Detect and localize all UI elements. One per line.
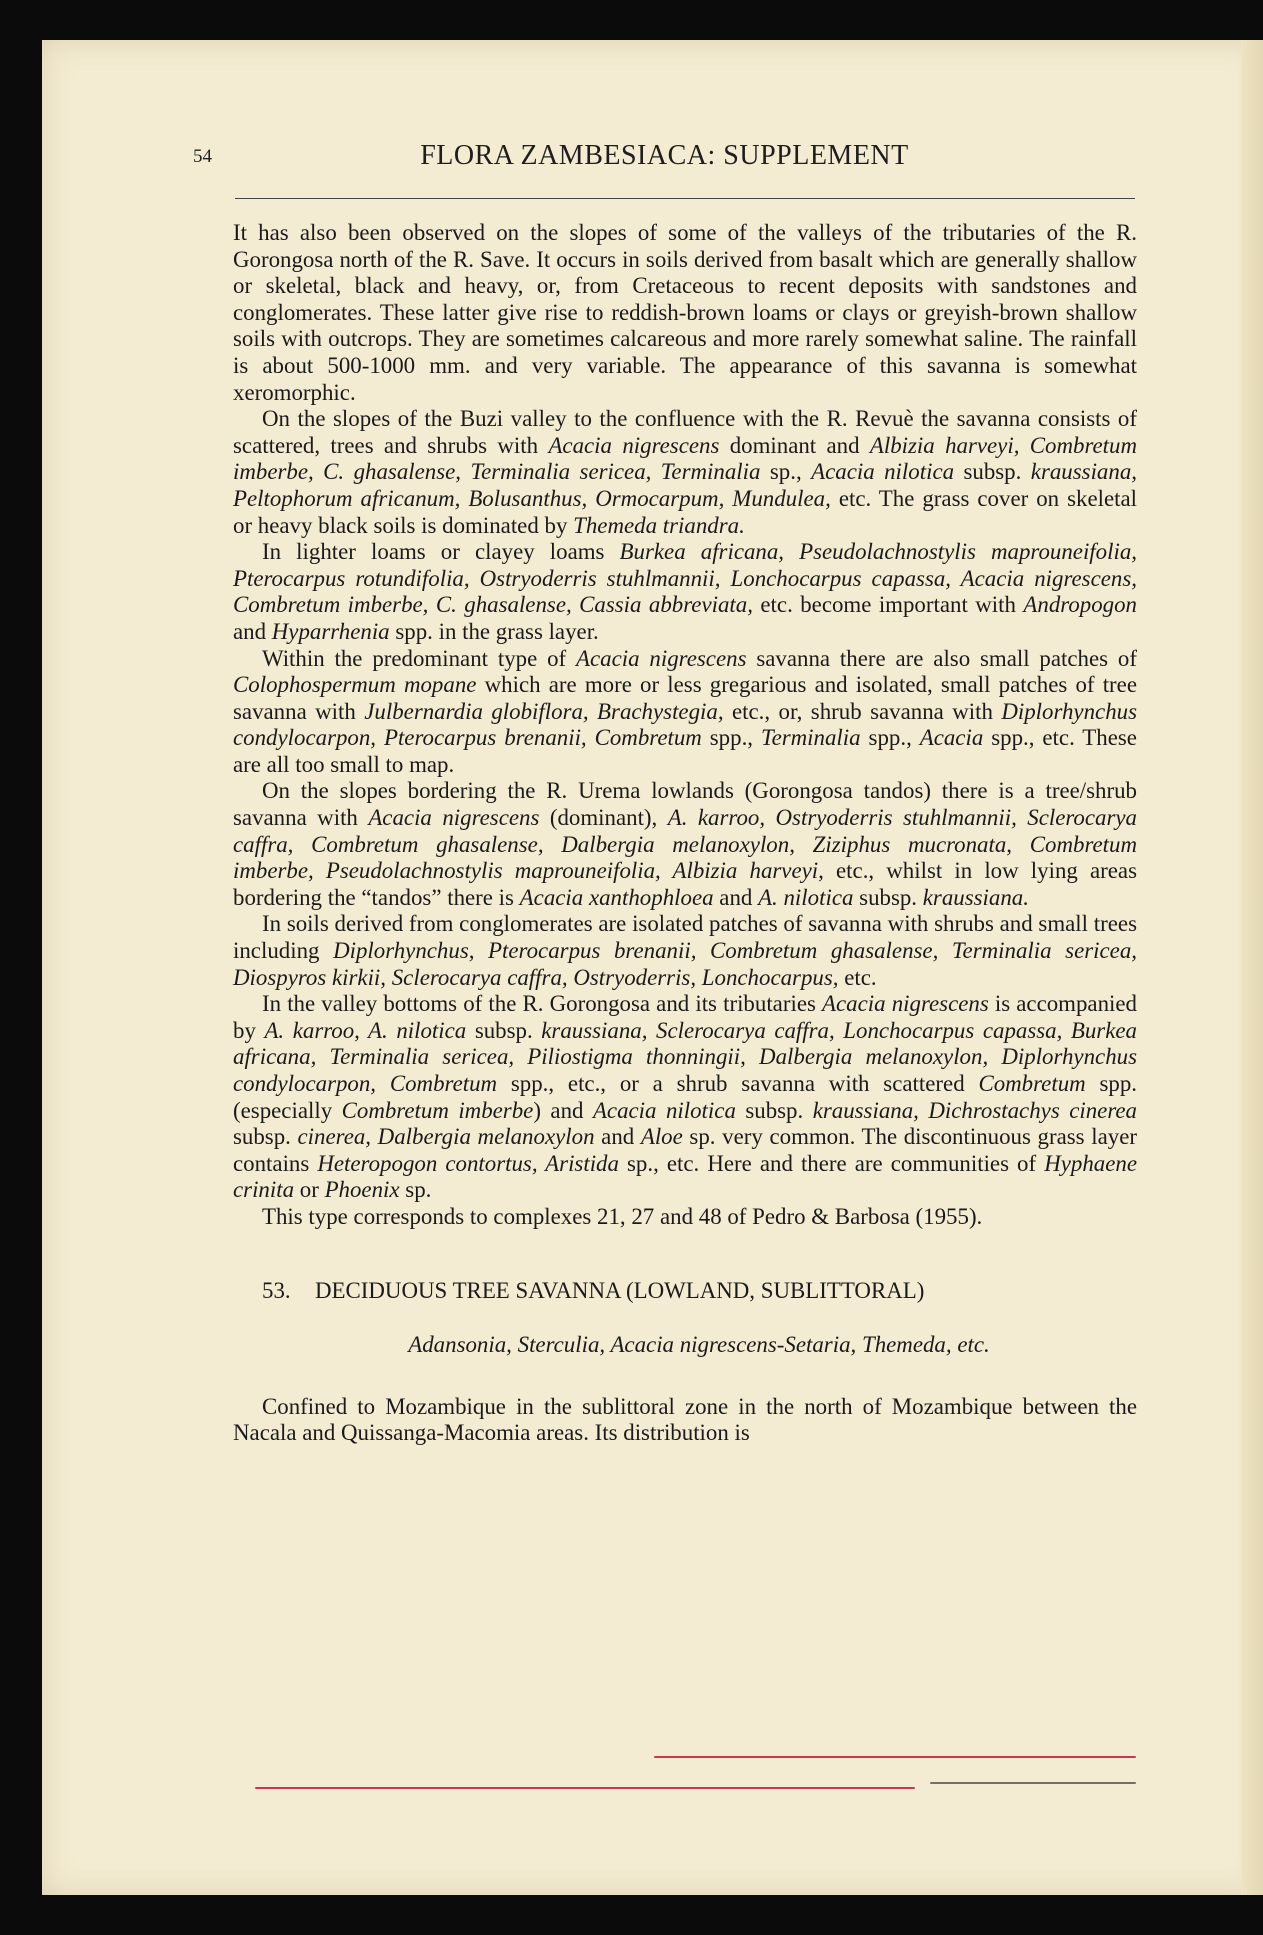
text-run: On the slopes bordering the R. Urema lowlands (Gorongosa tandos) there is a tree/shrub savanna with (233, 778, 1137, 831)
text-run: etc., or, shrub savanna with (723, 698, 1002, 724)
taxon-name: Hyphaene crinita (233, 1150, 1137, 1203)
paragraph (233, 539, 1137, 645)
text-run: dominant and (719, 432, 870, 458)
text-run: sp., etc. Here and there are communities of (618, 1150, 1045, 1176)
taxon-name: kraussiana. (922, 884, 1029, 910)
paragraph (233, 911, 1137, 991)
text-run: On the slopes of the Buzi valley to the confluence with the R. Revuè the savanna consists of scattered, trees and shrubs with (233, 406, 1137, 458)
strike-annotation (930, 1782, 1136, 1784)
final-paragraph: Confined to Mozambique in the sublittoral zone in the north of Mozambique between the Nacala and Quissanga-Macomia areas. Its distribution is (233, 1393, 1137, 1446)
running-head-title: FLORA ZAMBESIACA: SUPPLEMENT (420, 140, 909, 171)
taxon-name: Hyparrhenia (271, 618, 390, 644)
body-text (233, 220, 1137, 1447)
taxon-name: Albizia harveyi, Combretum imberbe, C. ghasalense, Terminalia sericea, Terminalia (233, 432, 1137, 485)
section-number: 53. (262, 1277, 291, 1303)
text-run: In lighter loams or clayey loams (262, 539, 620, 565)
text-run: and (713, 884, 759, 910)
taxon-name: Acacia (919, 725, 984, 751)
text-run: Within the predominant type of (262, 645, 577, 671)
text-run: and (233, 618, 272, 644)
taxon-name: Colophospermum mopane (233, 672, 477, 698)
header-rule (235, 198, 1135, 199)
taxon-name: Heteropogon contortus, Aristida (317, 1150, 619, 1176)
page-edge-shadow (1241, 40, 1263, 1895)
paragraph (233, 991, 1137, 1204)
taxon-name: cinerea, Dalbergia melanoxylon (297, 1124, 595, 1150)
taxon-name: Diplorhynchus condylocarpon, Pterocarpus brenanii, Combretum (233, 698, 1137, 751)
text-run: sp. (399, 1177, 432, 1203)
text-run: In soils derived from conglomerates are isolated patches of savanna with shrubs and small trees including (233, 911, 1137, 964)
taxon-name: Combretum imberbe (341, 1097, 534, 1123)
taxon-name: Acacia nigrescens (576, 645, 747, 671)
text-run: etc. (838, 964, 877, 990)
taxon-name: A. nilotica (758, 884, 854, 910)
red-underline-annotation (654, 1756, 1136, 1758)
text-run: or (294, 1177, 325, 1203)
section-subtitle (233, 1332, 1137, 1359)
section-subtitle-text: Adansonia, Sterculia, Acacia nigrescens-Setaria, Themeda, etc. (408, 1332, 990, 1358)
taxon-name: Acacia xanthophloea (519, 884, 714, 910)
text-run: etc. become important with (752, 592, 1024, 618)
text-run: spp. in the grass layer. (389, 618, 599, 644)
taxon-name: Themeda triandra. (573, 512, 745, 538)
taxon-name: A. karroo, Ostryoderris stuhlmannii, Sclerocarya caffra, Combretum ghasalense, Dalbergia melanoxylon, Ziziphus mucronata, Combretum imberbe, Pseudolachnostylis maprouneifolia, Albizia harveyi, (233, 805, 1138, 884)
text-run: savanna there are also small patches of (746, 645, 1137, 671)
taxon-name: Acacia nigrescens (548, 432, 720, 458)
paragraph (233, 220, 1137, 406)
taxon-name: kraussiana, Peltophorum africanum, Bolusanthus, Ormocarpum, Mundulea, (233, 459, 1137, 511)
text-run: ) and (533, 1097, 593, 1123)
taxon-name: Acacia nilotica (811, 459, 955, 485)
text-run: subsp. (853, 884, 923, 910)
section-heading (262, 1278, 1137, 1305)
paragraph (233, 646, 1137, 779)
red-underline-annotation (255, 1787, 915, 1789)
taxon-name: Julbernardia globiflora, Brachystegia, (364, 698, 724, 724)
text-run: spp., etc. These are all too small to map. (233, 725, 1137, 777)
paragraph (233, 778, 1137, 911)
text-run: etc. The grass cover on skeletal or heavy black soils is dominated by (233, 485, 1138, 538)
text-run: spp., etc., or a shrub savanna with scattered (497, 1071, 979, 1096)
taxon-name: Acacia nigrescens (368, 805, 540, 831)
text-run: subsp. (954, 459, 1031, 485)
text-run: and (594, 1124, 641, 1150)
taxon-name: Burkea africana, Pseudolachnostylis maprouneifolia, Pterocarpus rotundifolia, Ostryoderris stuhlmannii, Lonchocarpus capassa, Acacia nigrescens, Combretum imberbe, C. ghasalense, Cassia abbreviata, (233, 539, 1137, 618)
taxon-name: kraussiana, Dichrostachys cinerea (812, 1097, 1137, 1123)
text-run: subsp. (735, 1097, 813, 1123)
text-run: It has also been observed on the slopes of some of the valleys of the tributaries of the R. Gorongosa north of the R. Save. It occurs in soils derived from basalt which are generally shallow or skeletal, black and heavy, or, from Cretaceous to recent deposits with sandstones and conglomerates. These latter give rise to reddish-brown loams or clays or greyish-brown shallow soils with outcrops. They are sometimes calcareous and more rarely somewhat saline. The rainfall is about 500-1000 mm. and very variable. The appearance of this savanna is somewhat xeromorphic. (233, 220, 1137, 405)
text-run: sp., (760, 459, 812, 485)
taxon-name: Combretum (978, 1071, 1086, 1096)
taxon-name: A. karroo, A. nilotica (264, 1017, 467, 1043)
taxon-name: Phoenix (324, 1177, 400, 1203)
taxon-name: Andropogon (1023, 592, 1137, 618)
taxon-name: kraussiana, Sclerocarya caffra, Lonchocarpus capassa, Burkea africana, Terminalia sericea, Piliostigma thonningii, Dalbergia melanoxylon, Diplorhynchus condylocarpon, Combretum (233, 1017, 1137, 1096)
text-run: which are more or less gregarious and isolated, small patches of tree savanna with (233, 672, 1137, 724)
text-run: spp., (860, 725, 920, 751)
taxon-name: Acacia nilotica (592, 1097, 736, 1123)
section-title: DECIDUOUS TREE SAVANNA (LOWLAND, SUBLITTORAL) (315, 1277, 925, 1303)
text-run: spp. (especially (233, 1071, 1138, 1123)
text-run: etc., whilst in low lying areas bordering the “tandos” there is (233, 858, 1138, 910)
taxon-name: Terminalia (760, 725, 861, 751)
page-number: 54 (193, 146, 212, 167)
taxon-name: Acacia nigrescens (822, 991, 989, 1017)
text-run: is accompanied by (233, 991, 1138, 1043)
text-run: spp., (701, 725, 761, 751)
paragraph (233, 406, 1137, 539)
text-run: sp. very common. The discontinuous grass layer contains (233, 1124, 1137, 1176)
text-run: (dominant), (539, 805, 668, 831)
text-run: subsp. (233, 1124, 298, 1150)
text-run: subsp. (466, 1017, 542, 1043)
taxon-name: Aloe (640, 1124, 683, 1150)
running-head (193, 140, 1136, 180)
text-run: This type corresponds to complexes 21, 27 and 48 of Pedro & Barbosa (1955). (262, 1203, 983, 1229)
text-run: In the valley bottoms of the R. Gorongosa and its tributaries (262, 991, 823, 1017)
paragraph (233, 1204, 1137, 1231)
taxon-name: Diplorhynchus, Pterocarpus brenanii, Combretum ghasalense, Terminalia sericea, Diospyros kirkii, Sclerocarya caffra, Ostryoderris, Lonchocarpus, (233, 938, 1137, 990)
